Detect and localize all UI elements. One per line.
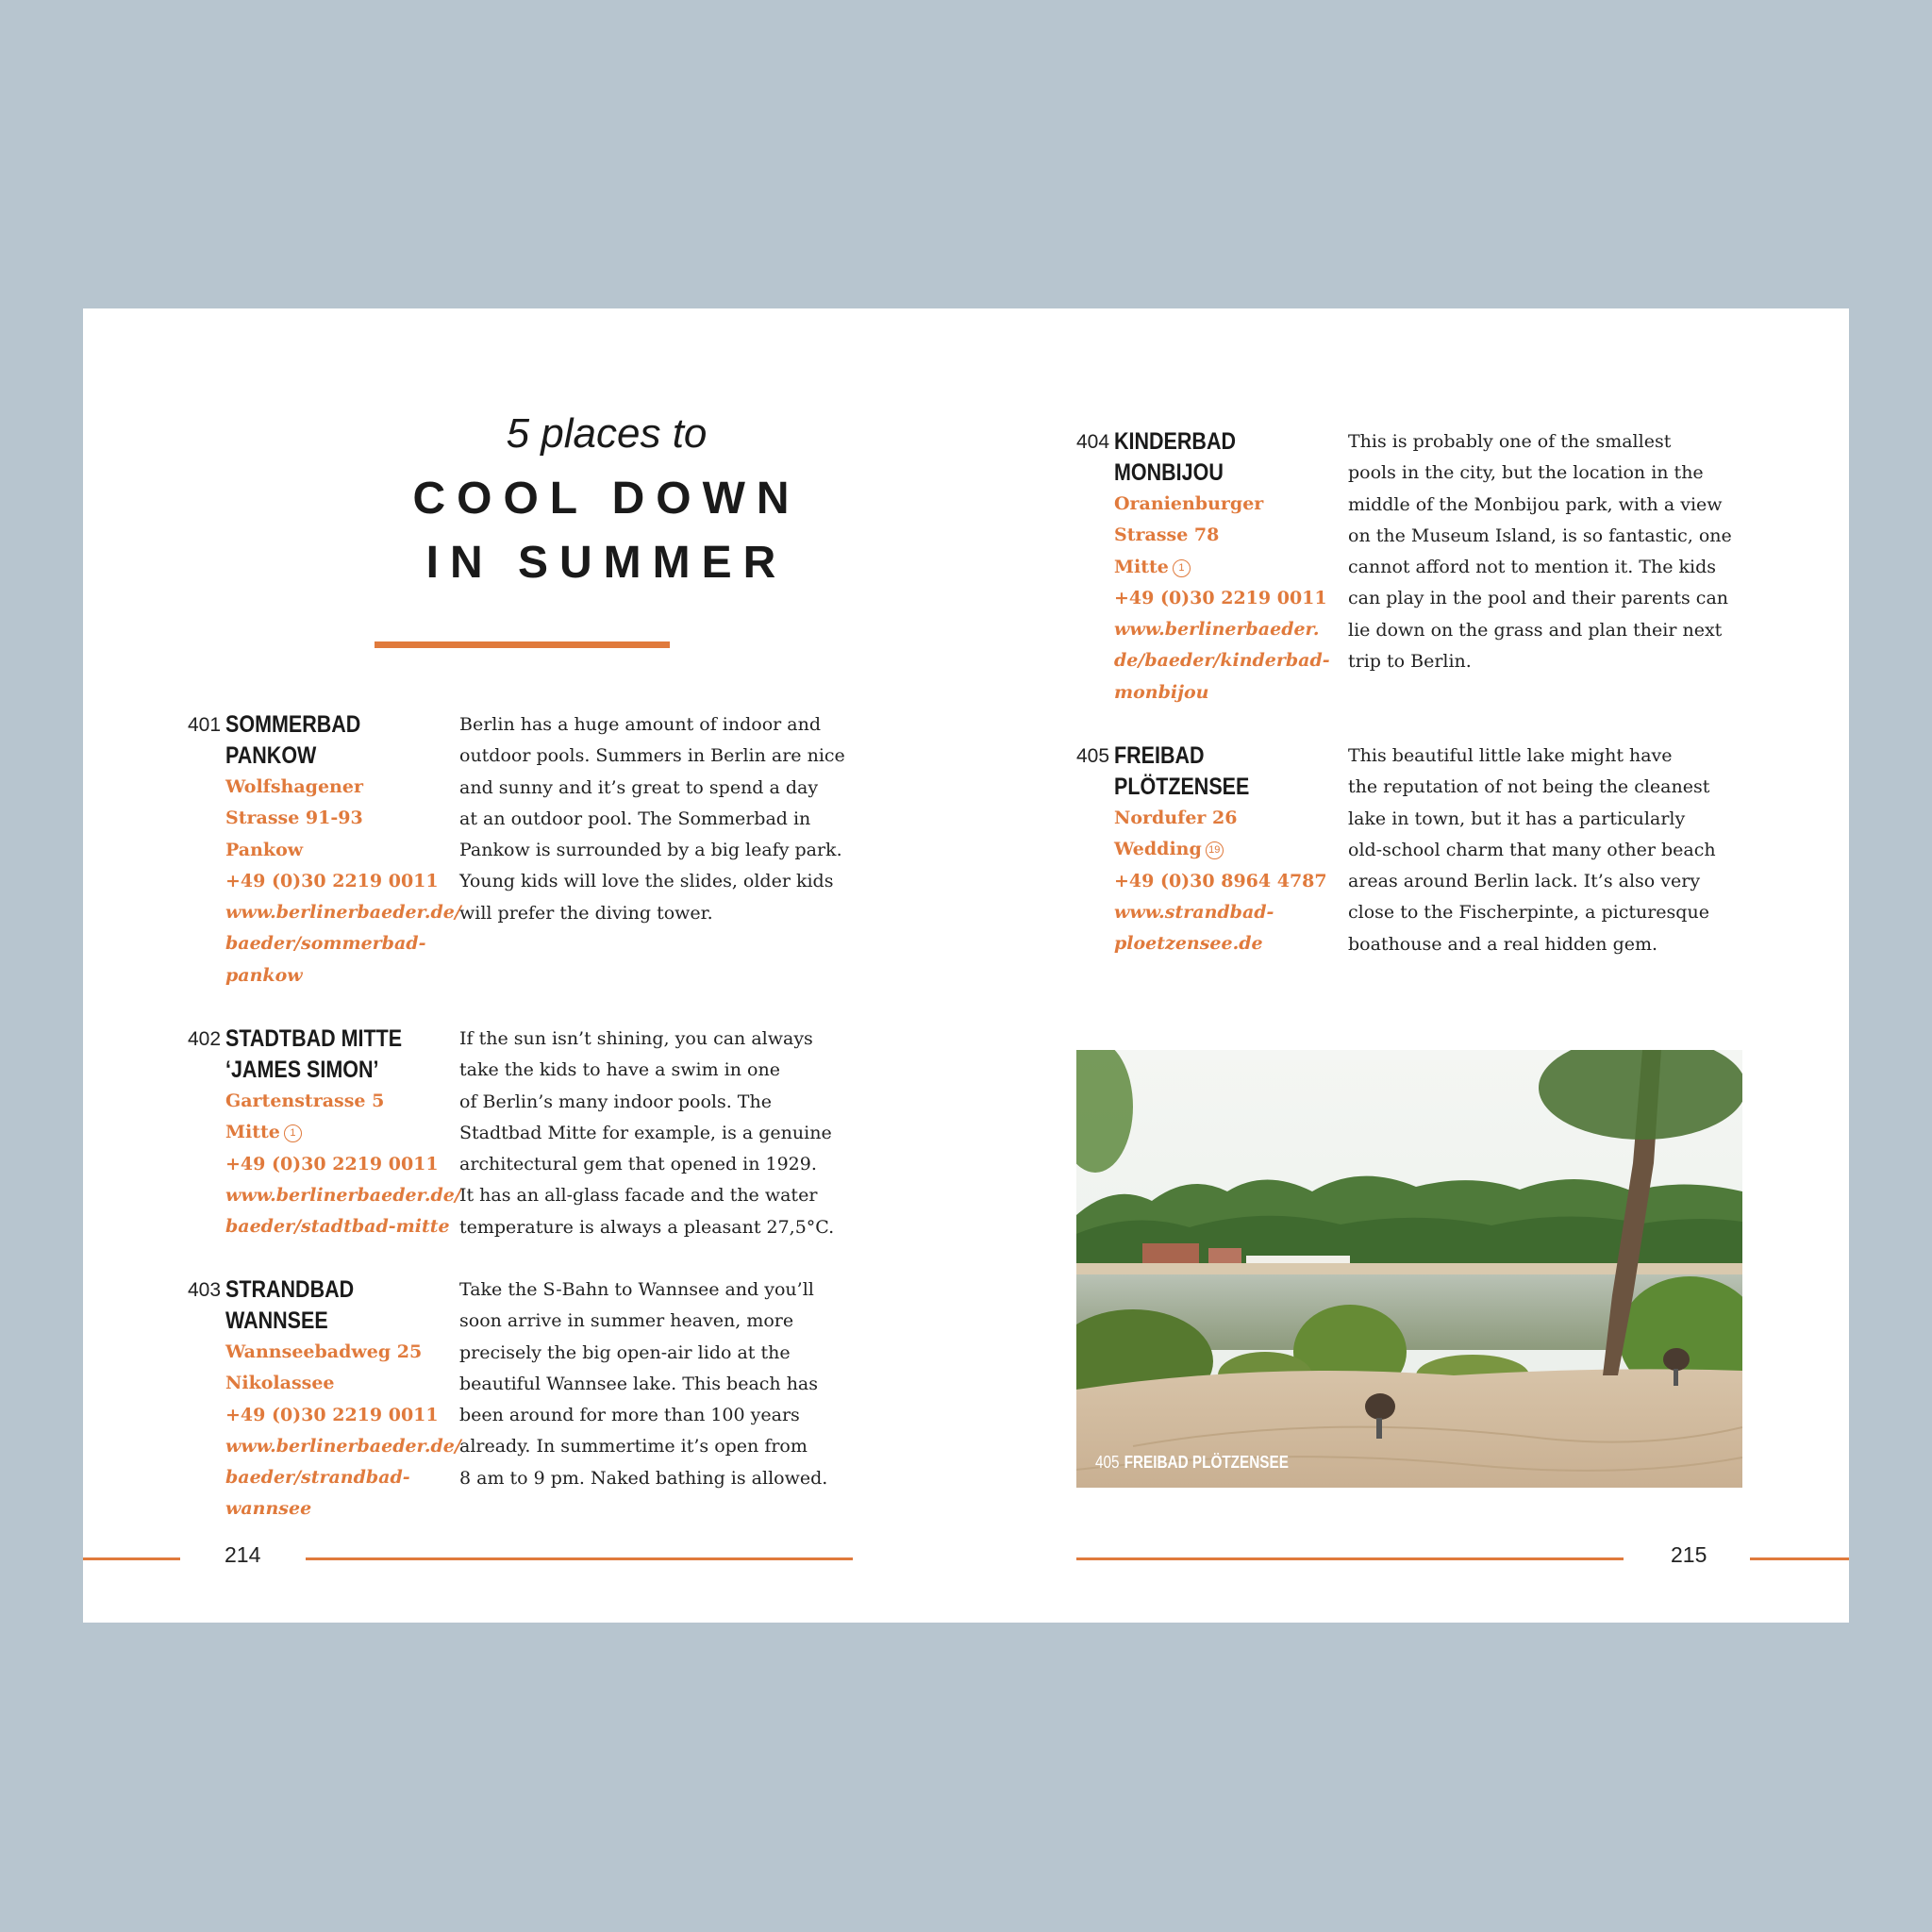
entry-description: If the sun isn’t shining, you can always take the kids to have a swim in one of Berlin’s many indoor pools. The Stadtbad Mitte for example, is a genuine architectural gem that opened in 1929. It has an all-glass facade and the water temperature is always a pleasant 27,5°C. xyxy=(459,1028,835,1238)
footer-rule xyxy=(83,1557,180,1560)
entry-number: 401 xyxy=(188,714,222,736)
page-number-left: 214 xyxy=(225,1542,261,1567)
entry-phone[interactable]: +49 (0)30 2219 0011 xyxy=(225,870,439,891)
entry-name: KINDERBAD MONBIJOU xyxy=(1114,428,1236,486)
photo-caption-number: 405 xyxy=(1095,1453,1120,1472)
photo-caption xyxy=(1095,1453,1289,1473)
entry-description: Berlin has a huge amount of indoor and outdoor pools. Summers in Berlin are nice and sunny and it’s great to spend a day at an outdoor pool. The Sommerbad in Pankow is surrounded by a big leafy park. Young kids will love the slides, older kids will prefer the diving tower. xyxy=(459,714,845,924)
entry-name: FREIBAD PLÖTZENSEE xyxy=(1114,742,1250,800)
entry-district: Mitte xyxy=(1114,556,1169,577)
heading-title-line-1: COOL DOWN xyxy=(412,474,801,524)
heading-kicker: 5 places to xyxy=(506,410,708,457)
entry-url[interactable]: www.berlinerbaeder. de/baeder/kinderbad- monbijou xyxy=(1114,619,1330,703)
entry-name: STADTBAD MITTE ‘JAMES SIMON’ xyxy=(225,1025,403,1083)
metro-icon: 1 xyxy=(1173,559,1191,577)
entry-district-row xyxy=(225,1117,457,1148)
entry-url[interactable]: www.berlinerbaeder.de/ baeder/sommerbad- pankow xyxy=(225,902,461,986)
entry-description: This is probably one of the smallest pools in the city, but the location in the middle of the Monbijou park, with a view on the Museum Island, is so fantastic, one cannot afford not to mention it. The kids can play in the pool and their parents can lie down on the grass and plan their next trip to Berlin. xyxy=(1348,431,1732,673)
entry-name: STRANDBAD WANNSEE xyxy=(225,1276,355,1334)
entry-phone[interactable]: +49 (0)30 8964 4787 xyxy=(1114,870,1327,891)
entry-number: 403 xyxy=(188,1279,222,1301)
footer-rule xyxy=(1750,1557,1849,1560)
metro-icon: 1 xyxy=(284,1124,302,1142)
entry-district: Wedding xyxy=(1114,839,1202,860)
entry-address: Oranienburger xyxy=(1114,493,1264,514)
entry-district: Nikolassee xyxy=(225,1373,335,1394)
metro-icon: 19 xyxy=(1206,841,1224,859)
entry-address: Wannseebadweg 25 xyxy=(225,1341,423,1362)
photo-caption-name: FREIBAD PLÖTZENSEE xyxy=(1124,1453,1289,1472)
footer-rule xyxy=(1076,1557,1624,1560)
entry-url[interactable]: www.berlinerbaeder.de/ baeder/stadtbad-mitte xyxy=(225,1184,461,1238)
entry-number: 404 xyxy=(1076,431,1110,453)
lake-photo xyxy=(1076,1050,1742,1488)
title-underline xyxy=(375,641,670,648)
entry-address: Strasse 78 xyxy=(1114,525,1220,546)
entry-district: Pankow xyxy=(225,839,304,860)
entry-phone[interactable]: +49 (0)30 2219 0011 xyxy=(225,1153,439,1174)
entry-address: Strasse 91-93 xyxy=(225,808,363,829)
entry-url[interactable]: www.berlinerbaeder.de/ baeder/strandbad- wannsee xyxy=(225,1435,461,1520)
entry-district-row xyxy=(1114,834,1345,865)
footer-rule xyxy=(306,1557,853,1560)
lake-scene xyxy=(1076,1050,1742,1488)
entry-number: 405 xyxy=(1076,745,1110,767)
entry-address: Wolfshagener xyxy=(225,776,363,797)
entry-name: SOMMERBAD PANKOW xyxy=(225,711,361,769)
entry-description: This beautiful little lake might have the reputation of not being the cleanest lake in town, but it has a particularly old-school charm that many other beach areas around Berlin lack. It’s also very close to the Fischerpinte, a picturesque boathouse and a real hidden gem. xyxy=(1348,745,1716,955)
entry-number: 402 xyxy=(188,1028,222,1050)
entry-district-row xyxy=(1114,552,1345,583)
book-spread xyxy=(83,308,1849,1623)
entry-address: Nordufer 26 xyxy=(1114,808,1238,828)
entry-address: Gartenstrasse 5 xyxy=(225,1091,385,1111)
entry-district: Mitte xyxy=(225,1122,280,1143)
entry-phone[interactable]: +49 (0)30 2219 0011 xyxy=(225,1404,439,1425)
entry-url[interactable]: www.strandbad- ploetzensee.de xyxy=(1114,901,1274,955)
heading-title-line-2: IN SUMMER xyxy=(425,538,788,588)
page-number-right: 215 xyxy=(1671,1542,1707,1567)
entry-phone[interactable]: +49 (0)30 2219 0011 xyxy=(1114,587,1327,608)
entry-description: Take the S-Bahn to Wannsee and you’ll soon arrive in summer heaven, more precisely the big open-air lido at the beautiful Wannsee lake. This beach has been around for more than 100 years already. In summertime it’s open from 8 am to 9 pm. Naked bathing is allowed. xyxy=(459,1279,828,1489)
